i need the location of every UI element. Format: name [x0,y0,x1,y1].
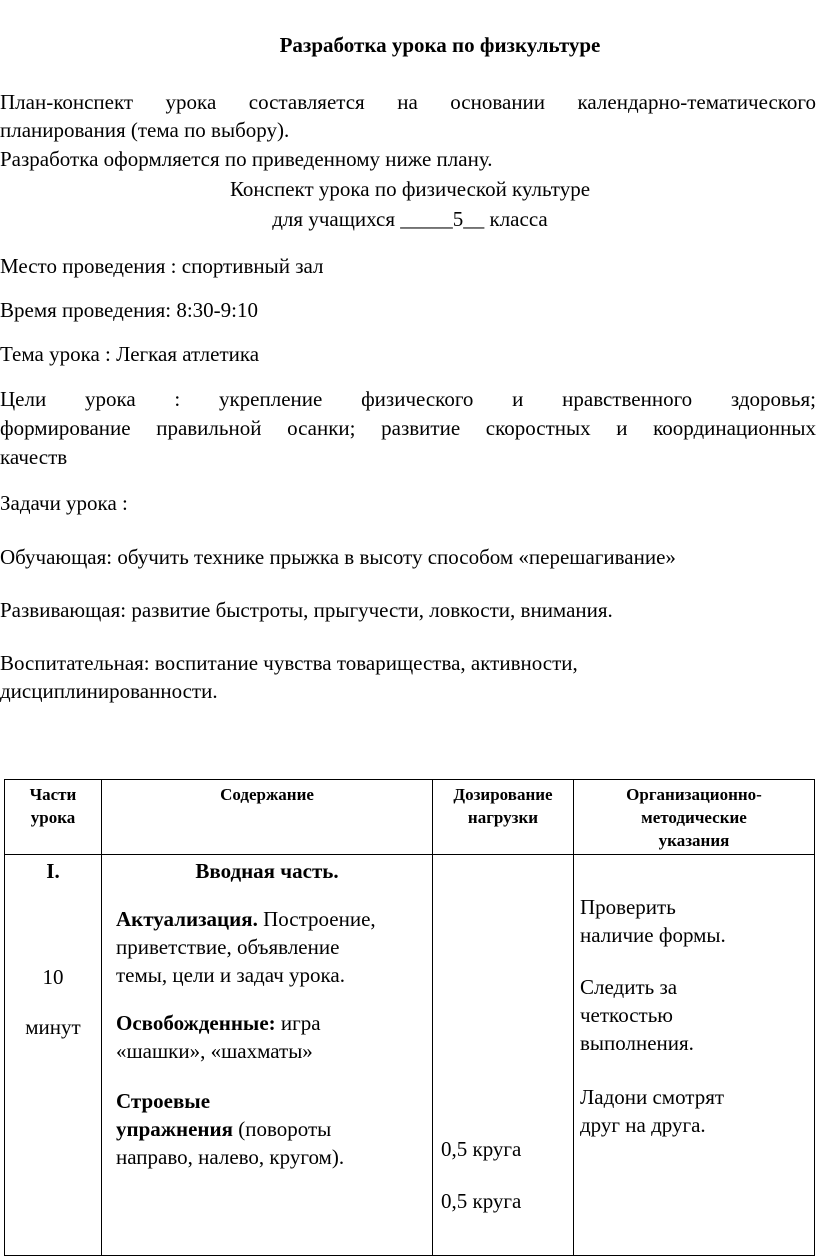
cell-notes [574,855,815,1256]
time-line: Время проведения: 8:30-9:10 [0,298,258,322]
duration-unit: минут [25,1015,81,1039]
note-3-line-1: Ладони смотрят [580,1085,725,1109]
goals-line-3: качеств [0,445,68,469]
class-number: 5 [452,207,464,231]
duration-value: 10 [42,965,64,989]
table-row [5,855,815,1256]
drill-line-1: Строевые [116,1089,211,1113]
task-educational-line-2: дисциплинированности. [0,679,218,703]
cell-content [102,855,433,1256]
actualization-line-2: приветствие, объявление [116,935,340,959]
header-parts: Части урока [5,780,102,855]
note-1-line-1: Проверить [580,895,676,919]
released-line-1: Освобожденные: игра [116,1011,321,1035]
lesson-table [4,779,815,1256]
note-2-line-3: выполнения. [580,1031,694,1055]
section-title: Вводная часть. [195,859,339,883]
table-header-row [5,780,815,855]
page-title: Разработка урока по физкультуре [279,33,601,57]
class-prefix: для учащихся _____ [272,207,453,231]
cell-dosage [433,855,574,1256]
header-content: Содержание [102,780,433,855]
class-suffix: __ класса [463,207,548,231]
note-2-line-1: Следить за [580,975,678,999]
task-educational-line-1: Воспитательная: воспитание чувства товарищества, активности, [0,651,578,675]
header-notes: Организационно- методические указания [574,780,815,855]
place-line: Место проведения : спортивный зал [0,254,324,278]
task-developing: Развивающая: развитие быстроты, прыгучести, ловкости, внимания. [0,598,613,622]
topic-line: Тема урока : Легкая атлетика [0,342,260,366]
note-1-line-2: наличие формы. [580,923,726,947]
header-dosage: Дозирование нагрузки [433,780,574,855]
intro-line-2: планирования (тема по выбору). [0,118,290,142]
note-3-line-2: друг на друга. [580,1113,706,1137]
dosage-1: 0,5 круга [441,1137,522,1161]
part-number: I. [46,859,60,883]
actualization-line-1: Актуализация. Построение, [116,907,376,931]
drill-line-2: упражнения (повороты [116,1117,332,1141]
conspect-title: Конспект урока по физической культуре [229,177,591,201]
intro-line-3: Разработка оформляется по приведенному ниже плану. [0,147,493,171]
note-2-line-2: четкостью [580,1003,673,1027]
cell-part [5,855,102,1256]
actualization-line-3: темы, цели и задач урока. [116,963,345,987]
goals-line-1: Цели урока : укрепление физического и нравственного здоровья; [0,387,816,411]
drill-line-3: направо, налево, кругом). [116,1145,345,1169]
released-line-2: «шашки», «шахматы» [116,1039,313,1063]
dosage-2: 0,5 круга [441,1189,522,1213]
intro-line-1: План-конспект урока составляется на основании календарно-тематического [0,90,816,114]
task-teaching: Обучающая: обучить технике прыжка в высоту способом «перешагивание» [0,545,676,569]
class-line [0,205,816,233]
goals-line-2: формирование правильной осанки; развитие скоростных и координационных [0,416,816,440]
tasks-heading: Задачи урока : [0,491,128,515]
